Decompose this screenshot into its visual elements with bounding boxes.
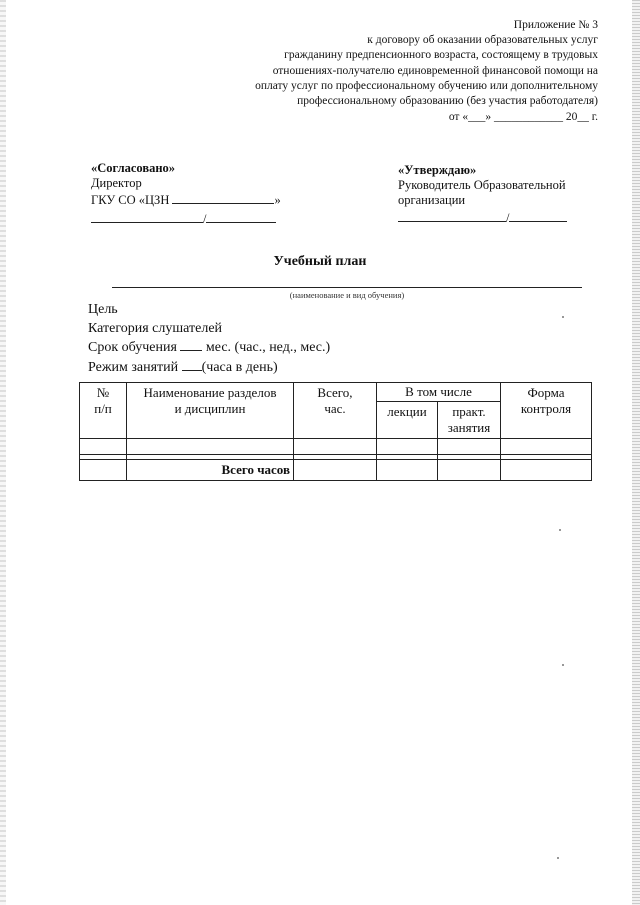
table-cell <box>127 439 294 455</box>
annex-line: к договору об оказании образовательных услуг <box>367 34 598 47</box>
approved-sign-blank <box>398 209 506 222</box>
total-control-value <box>501 460 592 481</box>
table-header-row <box>80 383 592 402</box>
annex-line: отношениях-получателю единовременной финансовой помощи на <box>272 64 598 77</box>
agreed-heading: «Согласовано» <box>91 161 176 175</box>
scan-edge-right <box>632 0 640 905</box>
header-name <box>127 383 294 439</box>
agreed-org-close: » <box>274 193 281 207</box>
agreed-sign-sep: / <box>203 212 207 226</box>
agreed-name-blank <box>206 210 276 223</box>
header-lectures: лекции <box>377 402 438 439</box>
header-practice <box>438 402 501 439</box>
annex-header <box>178 18 598 125</box>
header-practice-line1: практ. <box>452 404 486 419</box>
total-hours-label: Всего часов <box>127 460 294 481</box>
table-cell <box>80 439 127 455</box>
table-cell <box>501 439 592 455</box>
table-total-row <box>80 460 592 481</box>
header-name-line1: Наименование разделов <box>143 385 277 400</box>
approved-heading: «Утверждаю» <box>398 163 477 177</box>
agreed-signature-line <box>91 210 281 227</box>
total-hours-value <box>294 460 377 481</box>
header-total-line1: Всего, <box>317 385 353 400</box>
param-goal: Цель <box>88 302 118 317</box>
header-name-line2: и дисциплин <box>174 401 246 416</box>
approved-signature-line <box>398 209 567 226</box>
annex-line: профессиональному образованию (без участия работодателя) <box>297 95 598 108</box>
param-mode-label: Режим занятий <box>88 359 179 375</box>
approved-position-2: организации <box>398 193 466 207</box>
param-mode <box>88 358 330 378</box>
table-cell <box>377 439 438 455</box>
total-lectures-value <box>377 460 438 481</box>
agreed-org <box>91 191 281 208</box>
agreed-position: Директор <box>91 176 142 190</box>
header-including: В том числе <box>377 383 501 402</box>
table-cell <box>80 460 127 481</box>
plan-parameters <box>88 301 330 377</box>
title-underline <box>112 287 582 288</box>
annex-line: оплату услуг по профессиональному обучению или дополнительному <box>255 79 598 92</box>
header-practice-line2: занятия <box>447 420 491 435</box>
agreed-sign-blank <box>91 210 203 223</box>
agreed-org-name: ГКУ СО «ЦЗН <box>91 193 170 207</box>
scan-speck <box>562 316 564 318</box>
annex-line: гражданину предпенсионного возраста, состоящему в трудовых <box>284 49 598 62</box>
param-term <box>88 338 330 358</box>
curriculum-table <box>79 382 592 481</box>
approved-name-blank <box>509 209 567 222</box>
header-number <box>80 383 127 439</box>
header-total <box>294 383 377 439</box>
table-cell <box>294 439 377 455</box>
header-total-line2: час. <box>324 401 346 416</box>
agreed-org-blank <box>172 191 274 204</box>
param-term-label: Срок обучения <box>88 340 177 355</box>
total-practice-value <box>438 460 501 481</box>
header-number-line1: № <box>96 385 110 400</box>
param-term-unit: мес. (час., нед., мес.) <box>205 340 331 355</box>
table-row <box>80 439 592 455</box>
header-number-line2: п/п <box>94 401 112 416</box>
header-control-form <box>501 383 592 439</box>
annex-date-line: от «___» ____________ 20__ г. <box>448 111 598 124</box>
approved-position: Руководитель Образовательной <box>398 178 566 192</box>
scan-speck <box>562 664 564 666</box>
param-category: Категория слушателей <box>88 320 223 336</box>
document-title: Учебный план <box>273 254 367 269</box>
approved-sign-sep: / <box>506 211 510 225</box>
scan-speck <box>559 529 561 531</box>
approved-block <box>398 163 567 226</box>
param-mode-blank <box>182 358 202 371</box>
param-mode-unit: (часа в день) <box>201 359 278 375</box>
agreed-block <box>91 161 281 227</box>
scan-edge-left <box>0 0 6 905</box>
annex-line: Приложение № 3 <box>513 19 598 31</box>
header-form-line2: контроля <box>520 401 572 416</box>
title-caption: (наименование и вид обучения) <box>289 290 405 300</box>
scan-speck <box>557 857 559 859</box>
table-cell <box>438 439 501 455</box>
header-form-line1: Форма <box>527 385 565 400</box>
param-term-blank <box>180 338 202 351</box>
